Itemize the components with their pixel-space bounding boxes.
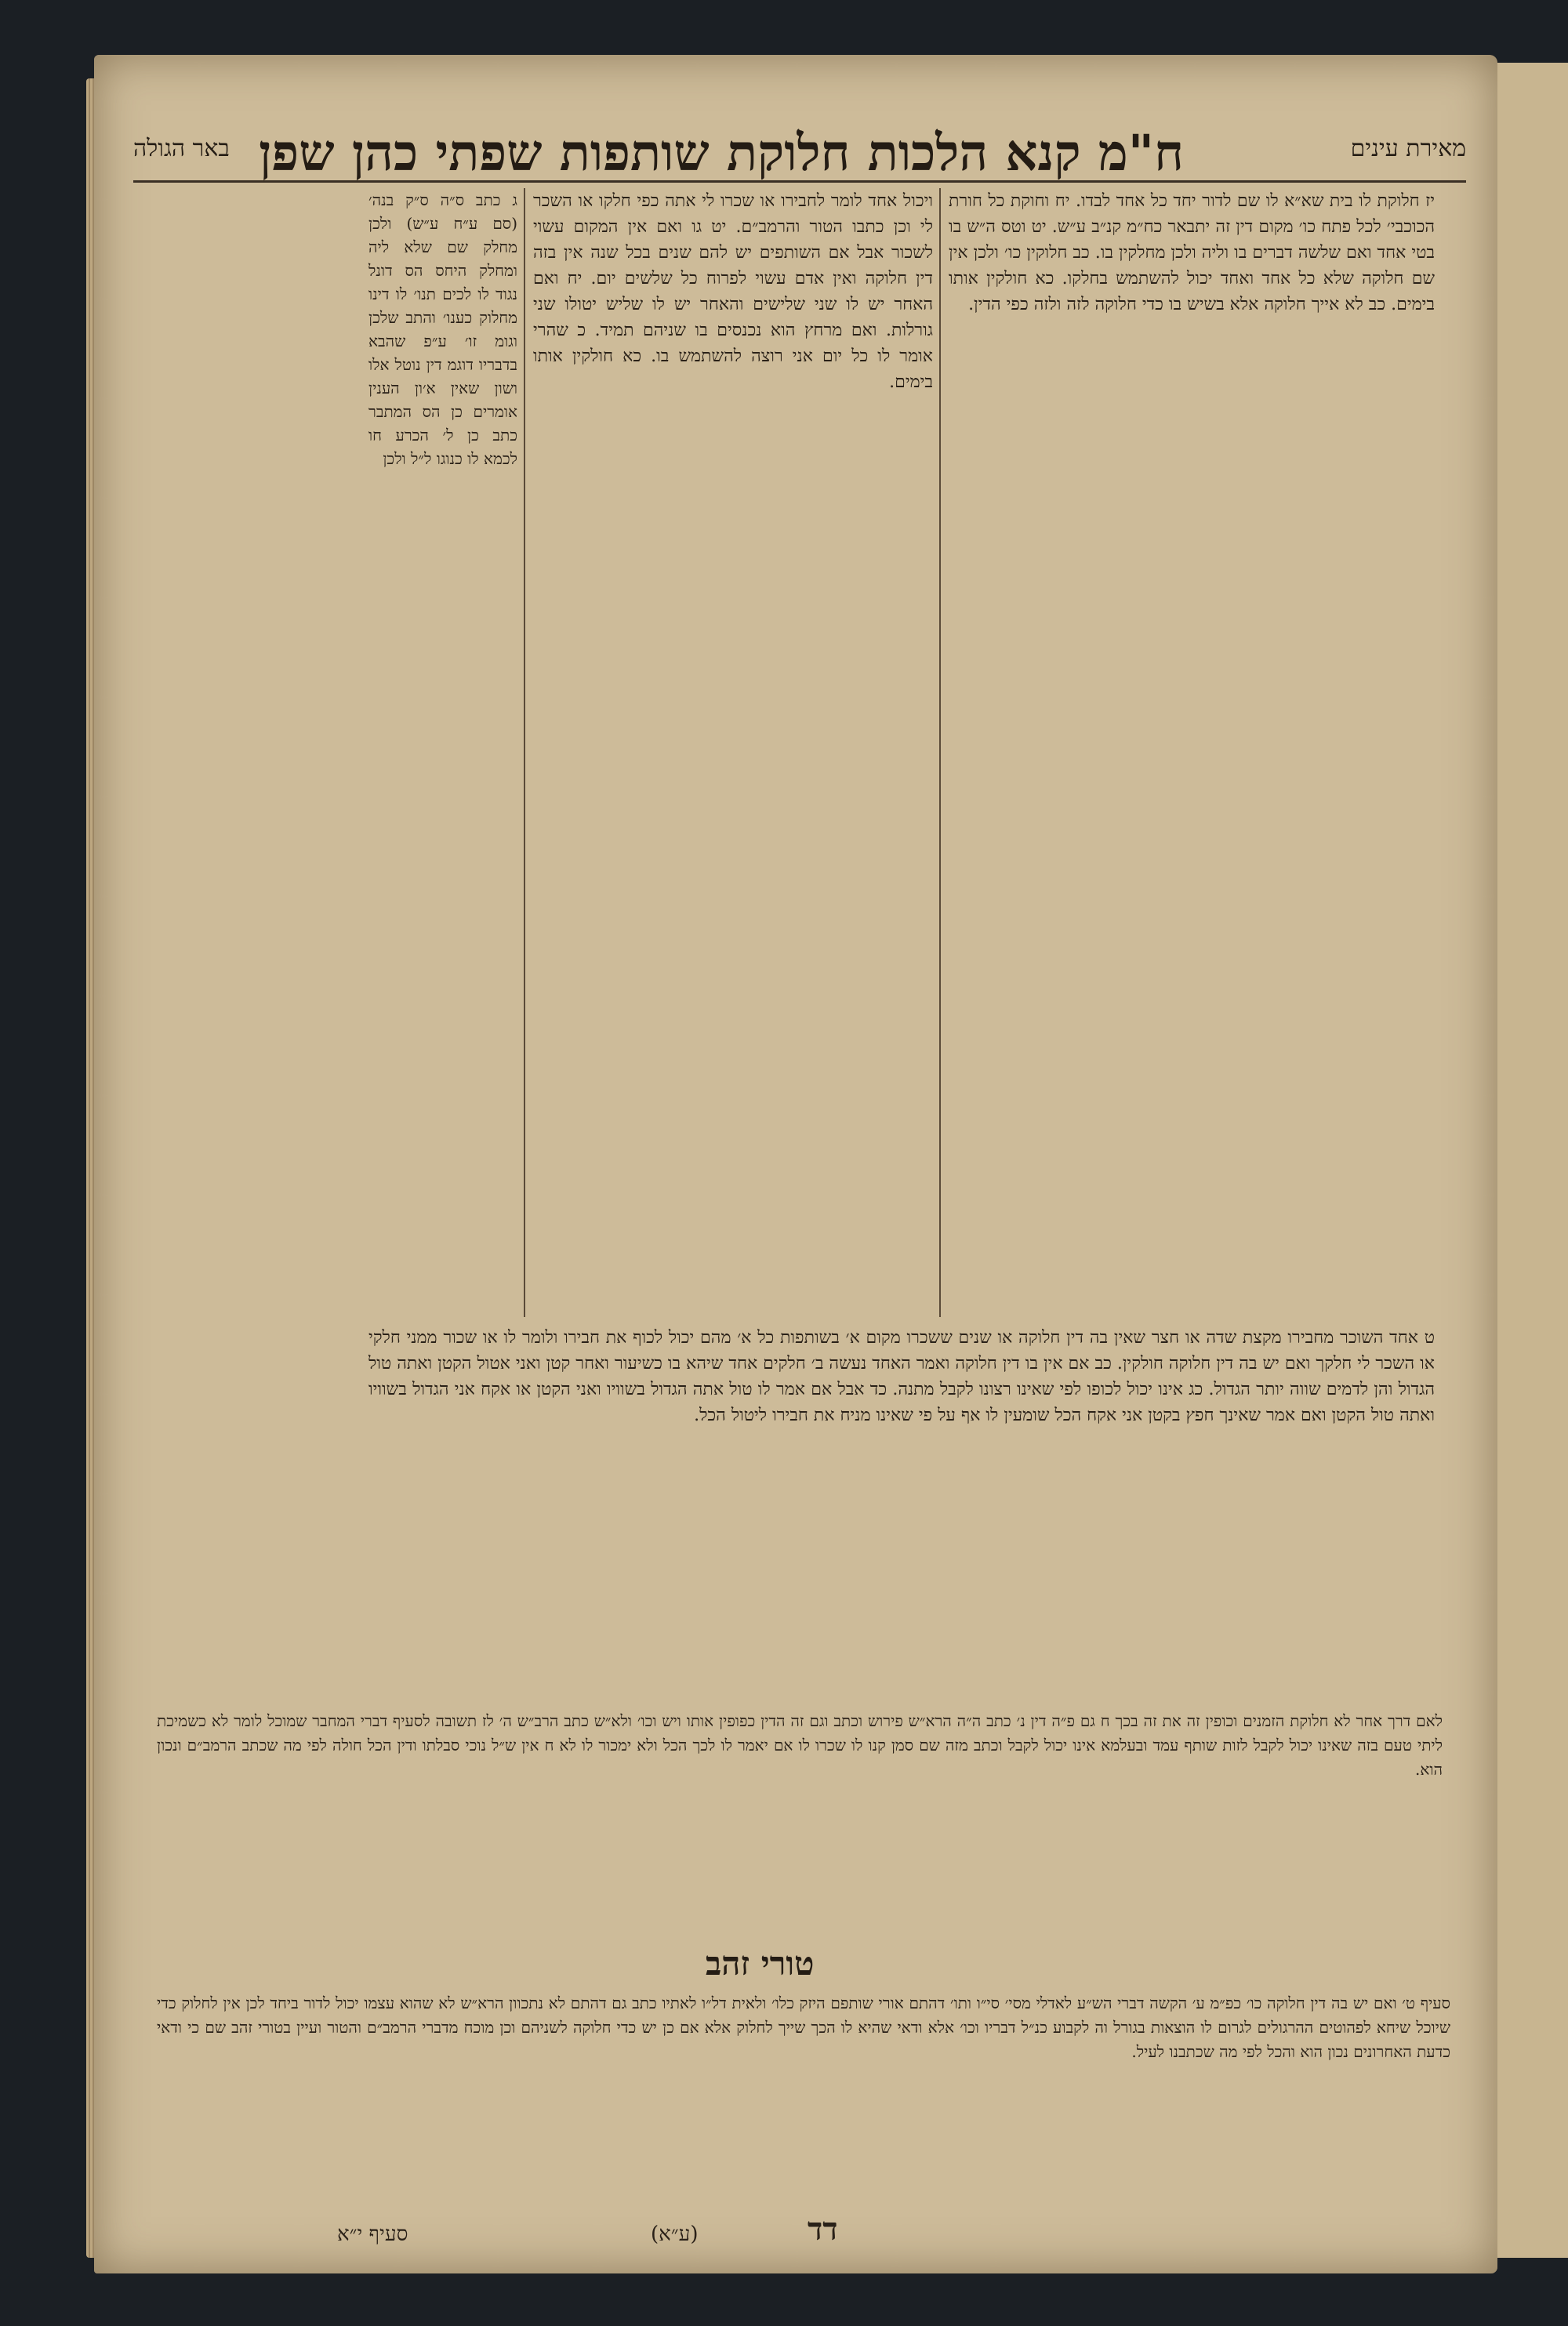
column-divider	[939, 188, 941, 1317]
turei-zahav-text-block: סעיף ט׳ ואם יש בה דין חלוקה כו׳ כפ״מ ע׳ הקשה דברי הש״ע לאדלי מסי׳ סי״ו ותו׳ דהתם אורי שותפם היזק כלו׳ ולאית דל״ו לאתיו כתב גם דהתם לא נתכוון הרא״ש לא שהוא עצמו יכול לדור ביחד לכן אין לחלוק כדי שיוכל שיחא לפהוטים ההרגולים לגרום לו הוצאות בגורל וה לקבוע כנ״ל דבריו וכו׳ אלא ודאי שהיא לו הכך שייך לחלוק אלא אם כן יש כדי חלוקה לשניהם וכן מוכח מדברי הרמב״ם והטור ועיין בטורי זהב שם כי ודאי כדעת האחרונים נכון הוא והכל לפי מה שכתבנו לעיל.	[157, 1994, 1450, 2061]
header-left-label: באר הגולה	[133, 135, 230, 162]
column-divider	[524, 188, 525, 1317]
header-right-label: מאירת עינים	[1350, 135, 1466, 162]
footer-page-note: (ע״א)	[651, 2223, 699, 2246]
section-heading-turei-zahav: טורי זהב	[706, 1944, 815, 1983]
page-header	[133, 118, 1466, 183]
commentary-notes-block: לאם דרך אחר לא חלוקת הזמנים וכופין זה את זה בכך ח גם פ״ה דין נ׳ כתב ה״ה הרא״ש פירוש וכתב וגם זה הדין כפופין אותו ויש וכו׳ ולא״ש כתב הרב״ש ה׳ לז תשובה לסעיף דברי המחבר שמוכל לומר לא כשמיכת ליתי טעם בזה שאינו יכול לקבל לזות שותף עמד ובעלמא אינו יכול לקבל וכתב מזה שם סמן קנו לו שכרו לו אם יאמר לו לכך הכל ולא ימכור לו לא ח אין ש״ל נוכי סבלתו ודין הכל חולה לפי מה שכתב הרמב״ם ונכון הוא.	[157, 1711, 1443, 1779]
marginal-commentary-column: ג כתב ס״ה ס״ק בנה׳ (סם ע״ח ע״ש) ולכן מחלק שם שלא ליה ומחלק היחס הס דונל נגוד לו לכים תנו׳ לו דינו מחלוק כענו׳ והתב שלכן וגומ זו׳ ע״פ שהבא בדבריו דוגמ דין נוטל אלו ושון שאין א׳ון הענין אומרים כן הס המתבר כתב כן ל׳ הכרע חו לכמא לו כנוגו ל״ל ולכן	[368, 191, 517, 468]
main-text-column-left: ויכול אחד לומר לחבירו או שכרו לי אתה כפי חלקו או השכר לי וכן כתבו הטור והרמב״ם. יט גו ואם אין המקום עשוי לשכור אבל אם השותפים יש להם שנים בכל שנה אין בזה דין חלוקה ואין אדם עשוי לפרוח כל שלשים יום. יח ואם האחר יש לו שני שלישים והאחר יש לו שליש יטולו שני גורלות. ואם מרחץ הוא נכנסים בו שניהם תמיד. כ שהרי אומר לו כל יום אני רוצה להשתמש בו. כא חולקין אותו בימים.	[533, 191, 933, 392]
header-title: ח"מ קנא הלכות חלוקת שותפות שפתי כהן שפן	[259, 124, 1184, 183]
adjacent-page-edge	[1490, 63, 1568, 2258]
main-text-column-right: יז חלוקת לו בית שא״א לו שם לדור יחד כל אחד לבדו. יח וחוקת כל חורת הכוכבי׳ לכל פתח כו׳ מקום דין זה יתבאר כח״מ קנ״ב ע״ש. יט וטס ה״ש בו בטי אחד ואם שלשה דברים בו וליה ולכן מחלקין בו. כב חלוקין כו׳ ולכן אין שם חלוקה שלא כל אחד ואחד יכול להשתמש בחלקו. כא חולקין אותו בימים. כב לא אייך חלוקה אלא בשיש בו כדי חלוקה לזה ולזה כפי הדין.	[949, 191, 1435, 314]
footer-signature-mark: דד	[808, 2211, 838, 2248]
main-text-lower-block: ט אחד השוכר מחבירו מקצת שדה או חצר שאין בה דין חלוקה או שנים ששכרו מקום א׳ בשותפות כל א׳ מהם יכול לכוף את חבירו ולומר לו או שכור ממני חלקי או השכר לי חלקך ואם יש בה דין חלוקה חולקין. כב אם אין בו דין חלוקה ואמר האחד נעשה ב׳ חלקים אחד שיהא בו כשיעור ואחר קטן ואני אטול הקטן ואתה טול הגדול והן לדמים שווה יותר הגדול. כג אינו יכול לכופו לפי שאינו רצונו לקבל מתנה. כד אבל אם אמר לו טול אתה הגדול בשוויו ואני הקטן או אקח אני הגדול בשוויו ואתה טול הקטן ואם אמר שאינך חפץ בקטן אני אקח הכל שומעין לו אף על פי שאינו מניח את חבירו ליטול הכל.	[368, 1328, 1435, 1425]
footer-seif-label: סעיף י״א	[337, 2223, 408, 2246]
